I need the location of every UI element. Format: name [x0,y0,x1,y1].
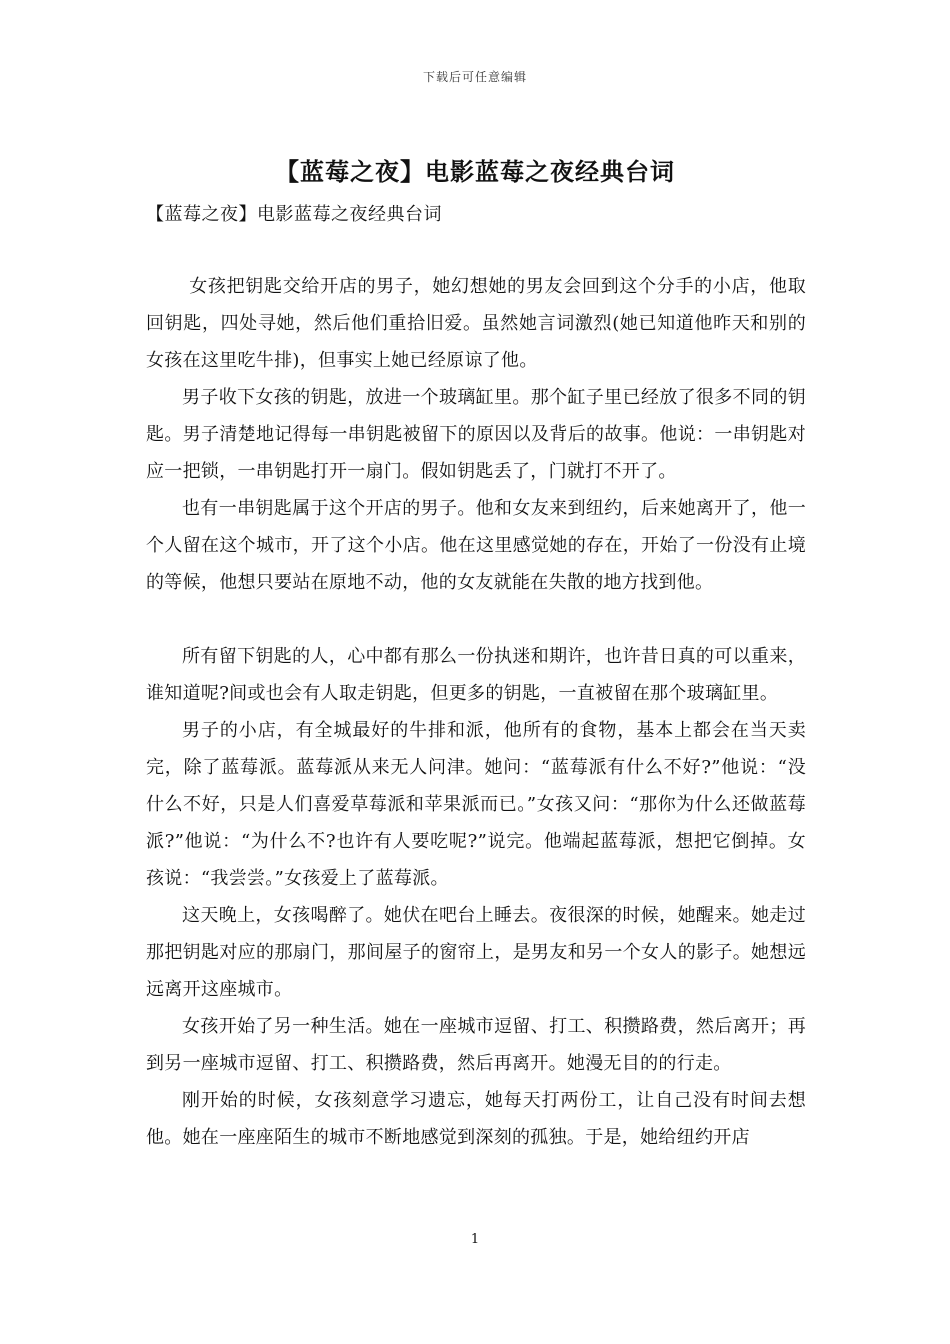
paragraph-7: 女孩开始了另一种生活。她在一座城市逗留、打工、积攒路费，然后离开；再到另一座城市逗留、打工、积攒路费，然后再离开。她漫无目的的行走。 [146,1016,806,1074]
header-note: 下载后可任意编辑 [422,70,527,84]
paragraph-4: 所有留下钥匙的人，心中都有那么一份执迷和期许，也许昔日真的可以重来，谁知道呢?间或也会有人取走钥匙，但更多的钥匙，一直被留在那个玻璃缸里。 [146,646,806,704]
paragraph-6: 这天晚上，女孩喝醉了。她伏在吧台上睡去。夜很深的时候，她醒来。她走过那把钥匙对应的那扇门，那间屋子的窗帘上，是男友和另一个女人的影子。她想远远离开这座城市。 [146,905,806,1000]
paragraph-2: 男子收下女孩的钥匙，放进一个玻璃缸里。那个缸子里已经放了很多不同的钥匙。男子清楚地记得每一串钥匙被留下的原因以及背后的故事。他说：一串钥匙对应一把锁，一串钥匙打开一扇门。假如钥匙丢了，门就打不开了。 [146,387,806,482]
paragraph-gap [146,601,806,638]
paragraph-3: 也有一串钥匙属于这个开店的男子。他和女友来到纽约，后来她离开了，他一个人留在这个城市，开了这个小店。他在这里感觉她的存在，开始了一份没有止境的等候，他想只要站在原地不动，他的女友就能在失散的地方找到他。 [146,498,806,593]
document-subtitle: 【蓝莓之夜】电影蓝莓之夜经典台词 [146,204,442,225]
paragraph-1: 女孩把钥匙交给开店的男子，她幻想她的男友会回到这个分手的小店，他取回钥匙，四处寻她，然后他们重拾旧爱。虽然她言词激烈(她已知道他昨天和别的女孩在这里吃牛排)，但事实上她已经原谅了他。 [146,276,806,371]
paragraph-5: 男子的小店，有全城最好的牛排和派，他所有的食物，基本上都会在当天卖完，除了蓝莓派。蓝莓派从来无人问津。她问：“蓝莓派有什么不好?”他说：“没什么不好，只是人们喜爱草莓派和苹果派而已。”女孩又问：“那你为什么还做蓝莓派?”他说：“为什么不?也许有人要吃呢?”说完。他端起蓝莓派，想把它倒掉。女孩说：“我尝尝。”女孩爱上了蓝莓派。 [146,720,806,889]
document-body [146,268,806,1156]
document-title: 【蓝莓之夜】电影蓝莓之夜经典台词 [275,157,675,186]
paragraph-8: 刚开始的时候，女孩刻意学习遗忘，她每天打两份工，让自己没有时间去想他。她在一座座陌生的城市不断地感觉到深刻的孤独。于是，她给纽约开店 [146,1090,806,1148]
page-number: 1 [470,1232,480,1247]
